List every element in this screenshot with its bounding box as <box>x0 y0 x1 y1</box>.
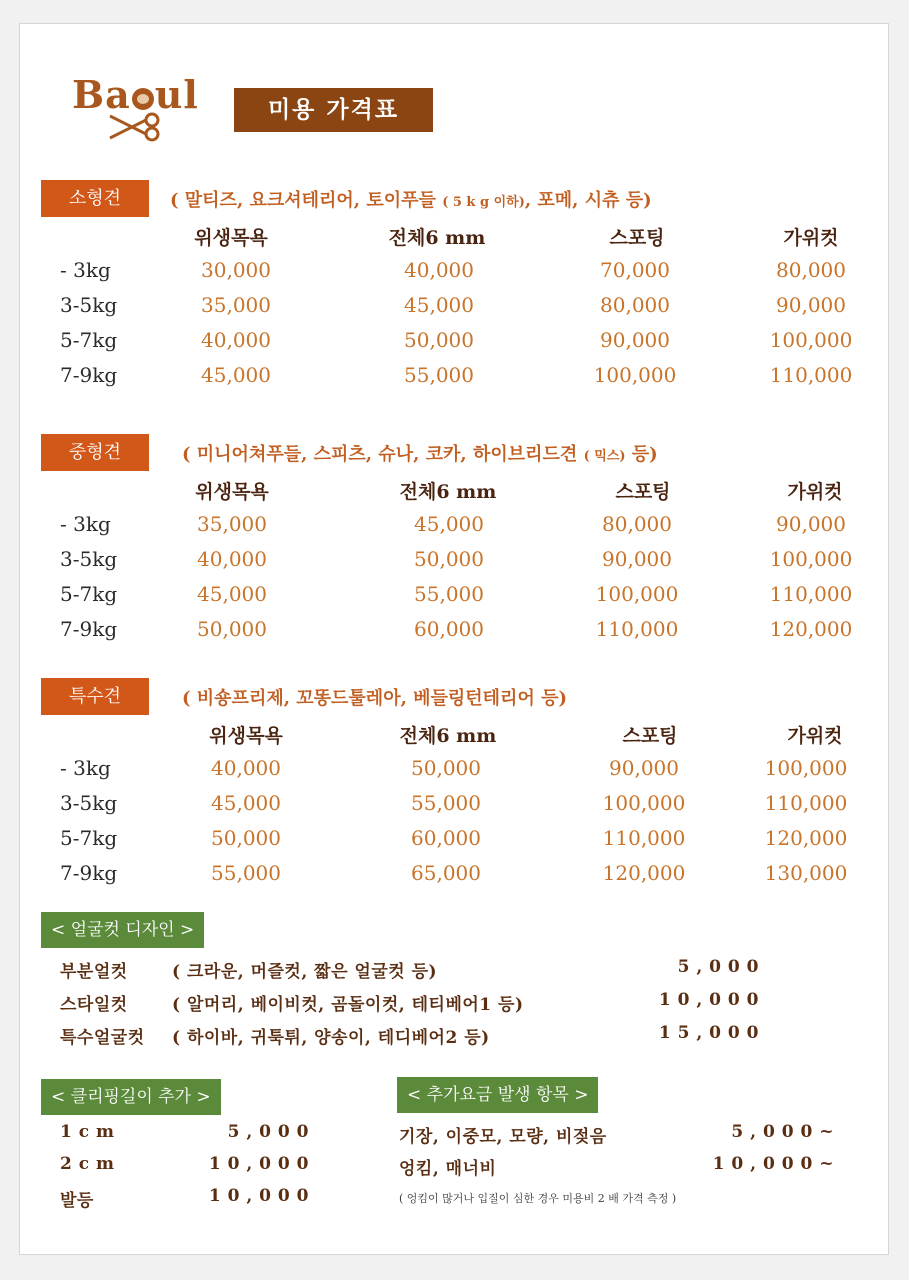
column-header: 전체6 mm <box>399 481 497 503</box>
column-header: 위생목욕 <box>209 725 283 747</box>
price-cell: 40,000 <box>211 756 281 780</box>
column-header: 전체6 mm <box>399 725 497 747</box>
weight-label: 5-7kg <box>60 826 118 850</box>
price-cell: 55,000 <box>211 861 281 885</box>
description-main: ( 비숑프리제, 꼬똥드툴레아, 베들링턴테리어 등) <box>182 688 568 709</box>
price-cell: 130,000 <box>764 861 848 885</box>
face-cut-desc: ( 하이바, 귀툭튀, 양송이, 테디베어2 등) <box>172 1028 490 1048</box>
price-cell: 70,000 <box>600 258 670 282</box>
face-cut-price: 5 , 0 0 0 <box>677 957 759 977</box>
price-cell: 50,000 <box>211 826 281 850</box>
face-cut-name: 스타일컷 <box>60 995 128 1015</box>
price-cell: 100,000 <box>764 756 848 780</box>
weight-label: 5-7kg <box>60 582 118 606</box>
clipping-header: < 클리핑길이 추가 > <box>41 1079 221 1115</box>
weight-label: 3-5kg <box>60 547 118 571</box>
price-cell: 120,000 <box>602 861 686 885</box>
clipping-length: 발등 <box>60 1191 94 1211</box>
column-header: 가위컷 <box>783 227 839 249</box>
category-description <box>170 186 652 212</box>
extra-charge-price: 1 0 , 0 0 0 ~ <box>712 1154 834 1174</box>
face-cut-price: 1 0 , 0 0 0 <box>658 990 759 1010</box>
extra-charge-note: ( 엉킴이 많거나 입질이 심한 경우 미용비 2 배 가격 측정 ) <box>399 1192 677 1205</box>
price-cell: 110,000 <box>595 617 679 641</box>
price-cell: 90,000 <box>602 547 672 571</box>
clipping-price: 1 0 , 0 0 0 <box>208 1154 309 1174</box>
weight-label: 7-9kg <box>60 861 118 885</box>
description-note: ( 5 k g 이하) <box>442 195 525 210</box>
price-cell: 30,000 <box>201 258 271 282</box>
price-cell: 45,000 <box>201 363 271 387</box>
brand-text-start: Ba <box>72 72 131 117</box>
price-cell: 90,000 <box>609 756 679 780</box>
price-cell: 40,000 <box>197 547 267 571</box>
clipping-price: 1 0 , 0 0 0 <box>208 1186 309 1206</box>
extra-charge-item: 기장, 이중모, 모량, 비젖음 <box>399 1127 607 1147</box>
weight-label: 3-5kg <box>60 293 118 317</box>
price-cell: 100,000 <box>769 328 853 352</box>
clipping-price: 5 , 0 0 0 <box>227 1122 309 1142</box>
price-cell: 45,000 <box>414 512 484 536</box>
column-header: 스포팅 <box>609 227 665 249</box>
column-header: 전체6 mm <box>388 227 486 249</box>
price-cell: 45,000 <box>404 293 474 317</box>
column-header: 위생목욕 <box>194 227 268 249</box>
price-cell: 45,000 <box>211 791 281 815</box>
extra-charge-item: 엉킴, 매너비 <box>399 1159 497 1179</box>
face-cut-price: 1 5 , 0 0 0 <box>658 1023 759 1043</box>
category-label: 특수견 <box>41 678 149 715</box>
face-cut-desc: ( 크라운, 머즐컷, 짧은 얼굴컷 등) <box>172 962 438 982</box>
column-header: 위생목욕 <box>195 481 269 503</box>
price-cell: 50,000 <box>197 617 267 641</box>
description-note: ( 믹스) <box>583 449 626 464</box>
extra-charge-header: < 추가요금 발생 항목 > <box>397 1077 598 1113</box>
price-cell: 80,000 <box>600 293 670 317</box>
price-cell: 50,000 <box>404 328 474 352</box>
weight-label: 3-5kg <box>60 791 118 815</box>
price-cell: 50,000 <box>414 547 484 571</box>
face-cut-desc: ( 알머리, 베이비컷, 곰돌이컷, 테티베어1 등) <box>172 995 524 1015</box>
price-cell: 55,000 <box>411 791 481 815</box>
price-cell: 100,000 <box>595 582 679 606</box>
face-cut-name: 특수얼굴컷 <box>60 1028 145 1048</box>
column-header: 가위컷 <box>787 725 843 747</box>
price-cell: 100,000 <box>593 363 677 387</box>
price-cell: 55,000 <box>404 363 474 387</box>
category-label: 중형견 <box>41 434 149 471</box>
price-cell: 110,000 <box>769 582 853 606</box>
price-cell: 110,000 <box>769 363 853 387</box>
weight-label: - 3kg <box>60 512 111 536</box>
price-cell: 90,000 <box>776 512 846 536</box>
price-cell: 100,000 <box>769 547 853 571</box>
price-cell: 120,000 <box>769 617 853 641</box>
face-cut-header: < 얼굴컷 디자인 > <box>41 912 204 948</box>
price-cell: 35,000 <box>197 512 267 536</box>
price-cell: 80,000 <box>776 258 846 282</box>
clipping-length: 2 c m <box>60 1154 115 1174</box>
price-cell: 40,000 <box>201 328 271 352</box>
price-cell: 60,000 <box>414 617 484 641</box>
category-label: 소형견 <box>41 180 149 217</box>
price-cell: 50,000 <box>411 756 481 780</box>
scissors-icon <box>108 112 162 142</box>
paw-icon <box>132 88 154 110</box>
column-header: 스포팅 <box>615 481 671 503</box>
weight-label: 7-9kg <box>60 363 118 387</box>
price-cell: 90,000 <box>600 328 670 352</box>
face-cut-name: 부분얼컷 <box>60 962 128 982</box>
price-cell: 90,000 <box>776 293 846 317</box>
price-cell: 110,000 <box>764 791 848 815</box>
weight-label: 5-7kg <box>60 328 118 352</box>
price-cell: 45,000 <box>197 582 267 606</box>
price-cell: 35,000 <box>201 293 271 317</box>
price-cell: 100,000 <box>602 791 686 815</box>
price-cell: 65,000 <box>411 861 481 885</box>
description-main: ( 말티즈, 요크셔테리어, 토이푸들 <box>170 190 436 211</box>
price-cell: 80,000 <box>602 512 672 536</box>
weight-label: - 3kg <box>60 258 111 282</box>
price-cell: 120,000 <box>764 826 848 850</box>
weight-label: 7-9kg <box>60 617 118 641</box>
description-end: , 포메, 시츄 등) <box>524 190 652 211</box>
price-cell: 60,000 <box>411 826 481 850</box>
price-cell: 40,000 <box>404 258 474 282</box>
column-header: 스포팅 <box>622 725 678 747</box>
category-description <box>182 684 567 710</box>
description-main: ( 미니어쳐푸들, 스피츠, 슈나, 코카, 하이브리드견 <box>182 444 578 465</box>
weight-label: - 3kg <box>60 756 111 780</box>
extra-charge-price: 5 , 0 0 0 ~ <box>731 1122 834 1142</box>
brand-text-end: ul <box>154 72 199 117</box>
page-title: 미용 가격표 <box>234 88 433 132</box>
description-end: 등) <box>625 444 658 465</box>
column-header: 가위컷 <box>787 481 843 503</box>
brand-logo <box>72 72 199 117</box>
price-cell: 55,000 <box>414 582 484 606</box>
category-description <box>182 440 658 466</box>
clipping-length: 1 c m <box>60 1122 115 1142</box>
price-cell: 110,000 <box>602 826 686 850</box>
